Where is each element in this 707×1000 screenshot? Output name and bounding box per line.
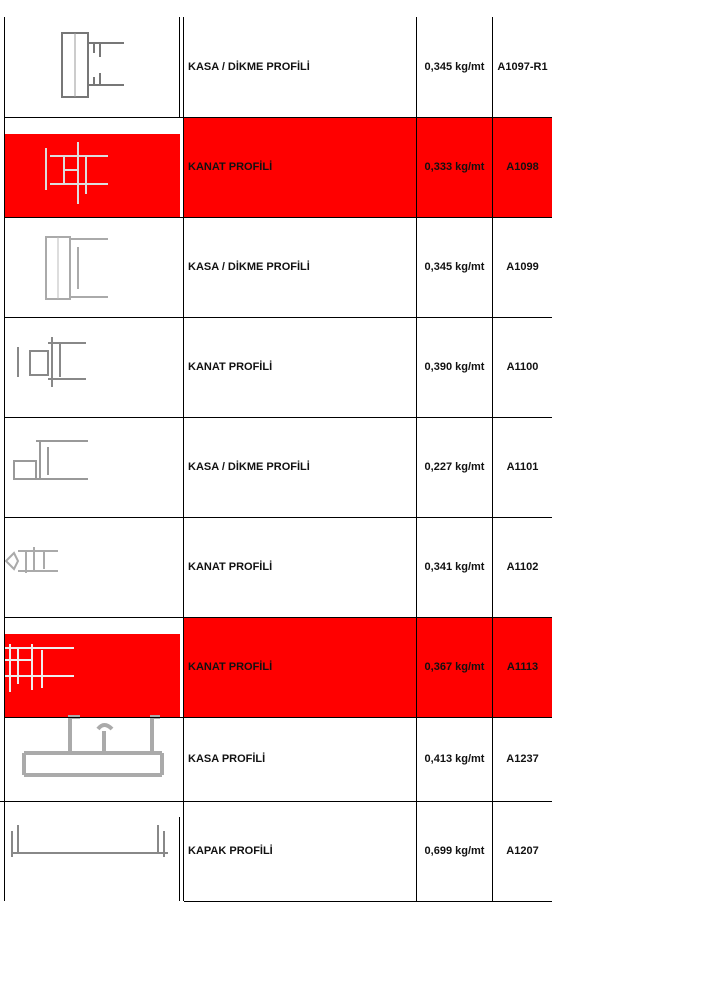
- profile-image: [4, 517, 180, 617]
- profile-weight: 0,413 kg/mt: [424, 753, 485, 765]
- grid-line: [4, 717, 552, 718]
- profile-drawing-icon: [4, 517, 184, 617]
- grid-line: [4, 417, 552, 418]
- table-row: [0, 517, 552, 617]
- table-row: [0, 117, 552, 217]
- table-row: [0, 17, 552, 117]
- table-row: [0, 217, 552, 317]
- profile-image: [4, 217, 180, 317]
- profile-weight: 0,345 kg/mt: [424, 61, 485, 73]
- grid-line: [183, 17, 184, 901]
- profile-drawing-icon: [4, 317, 184, 417]
- grid-line: [0, 801, 552, 802]
- profile-drawing-icon: [4, 801, 184, 901]
- grid-line: [492, 17, 493, 901]
- grid-line: [4, 517, 552, 518]
- grid-line: [4, 617, 552, 618]
- profile-drawing-icon: [4, 699, 184, 783]
- profile-code: A1102: [506, 561, 539, 573]
- profile-image: [4, 134, 180, 218]
- profile-name: KASA / DİKME PROFİLİ: [188, 61, 310, 73]
- profile-name: KANAT PROFİLİ: [188, 561, 273, 573]
- grid-line: [4, 217, 552, 218]
- profile-name: KASA PROFİLİ: [188, 753, 266, 765]
- profile-weight: 0,341 kg/mt: [424, 561, 485, 573]
- profile-weight: 0,367 kg/mt: [417, 617, 492, 717]
- table-row: [0, 801, 552, 901]
- profile-drawing-icon: [4, 17, 184, 117]
- profile-name: KANAT PROFİLİ: [188, 361, 273, 373]
- table-row: [0, 317, 552, 417]
- profile-image: [4, 717, 180, 801]
- profile-code: A1101: [506, 461, 539, 473]
- grid-line: [416, 17, 417, 901]
- profile-code: A1100: [506, 361, 539, 373]
- profile-name: KANAT PROFİLİ: [184, 617, 416, 717]
- profile-code: A1099: [506, 261, 539, 273]
- profile-name: KAPAK PROFİLİ: [188, 845, 273, 857]
- profile-weight: 0,227 kg/mt: [424, 461, 485, 473]
- profile-image: [4, 17, 180, 117]
- profile-name: KASA / DİKME PROFİLİ: [188, 461, 310, 473]
- grid-line: [4, 317, 552, 318]
- profile-drawing-icon: [4, 217, 184, 317]
- grid-line: [184, 901, 552, 902]
- profile-code: A1097-R1: [497, 61, 548, 73]
- profile-weight: 0,390 kg/mt: [424, 361, 485, 373]
- profile-code: A1113: [493, 617, 552, 717]
- table-row: [0, 717, 552, 801]
- grid-line: [179, 17, 180, 117]
- profile-code: A1237: [506, 753, 539, 765]
- table-row: [0, 417, 552, 517]
- profile-image: [4, 417, 180, 517]
- profile-weight: 0,699 kg/mt: [424, 845, 485, 857]
- profile-weight: 0,333 kg/mt: [417, 117, 492, 217]
- profile-drawing-icon: [4, 417, 184, 517]
- profile-name: KANAT PROFİLİ: [184, 117, 416, 217]
- profile-code: A1207: [506, 845, 539, 857]
- profile-image: [4, 801, 180, 901]
- profile-weight: 0,345 kg/mt: [424, 261, 485, 273]
- grid-line: [179, 817, 180, 901]
- profile-name: KASA / DİKME PROFİLİ: [188, 261, 310, 273]
- profile-drawing-icon: [4, 134, 180, 218]
- grid-line: [4, 17, 5, 901]
- grid-line: [4, 117, 552, 118]
- profile-code: A1098: [493, 117, 552, 217]
- profile-image: [4, 317, 180, 417]
